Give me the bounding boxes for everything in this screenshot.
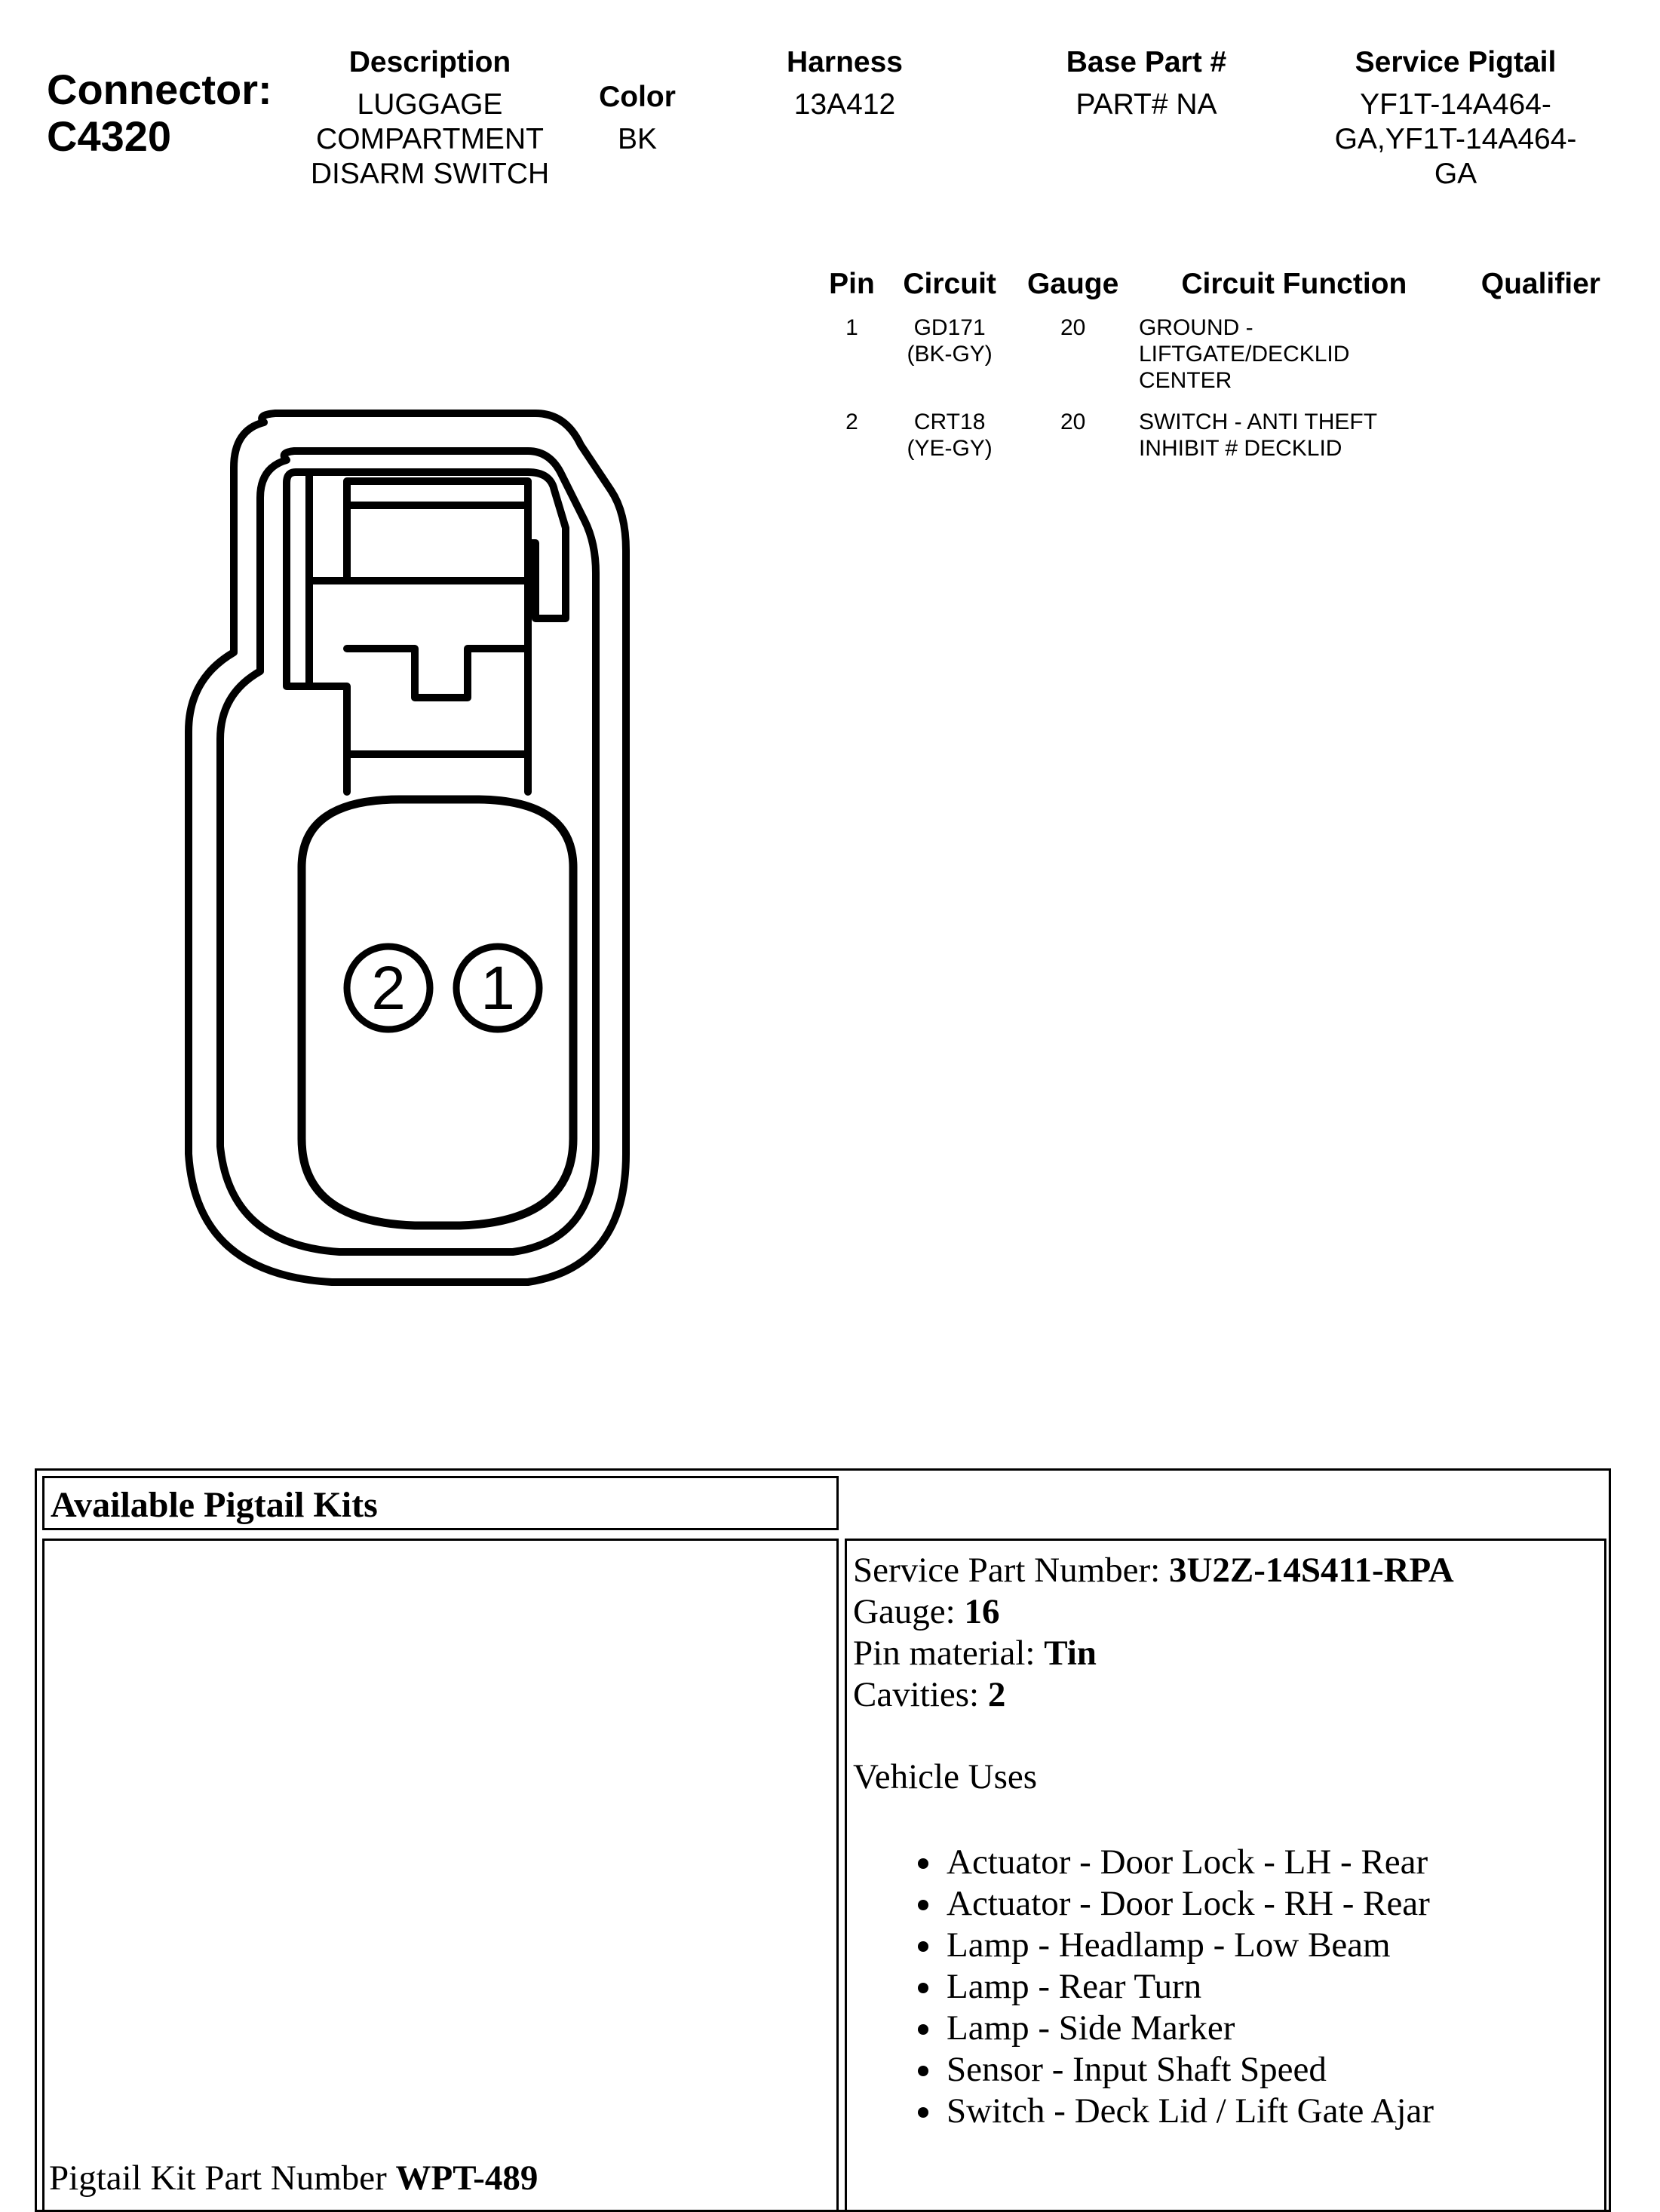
connector-outer-shell (189, 413, 626, 1282)
pin-table-header-row (822, 268, 1622, 314)
description-header: Description (348, 46, 511, 78)
gauge-value: 16 (964, 1592, 1000, 1631)
connector-number: C4320 (47, 112, 172, 160)
circuit-header: Circuit (903, 268, 996, 300)
pigtail-details-cell (845, 1539, 1606, 2212)
base-part-value: PART# NA (1075, 88, 1217, 121)
pin-material-line (853, 1633, 1454, 1674)
pin-material-value: Tin (1044, 1634, 1097, 1673)
gauge-label: Gauge: (853, 1592, 965, 1631)
service-pigtail-value: YF1T-14A464- GA,YF1T-14A464- GA (1334, 88, 1577, 190)
description-column (279, 45, 581, 192)
vehicle-uses-title: Vehicle Uses (853, 1757, 1038, 1796)
list-item: • Lamp - Side Marker (944, 2008, 1454, 2049)
gauge-header: Gauge (1026, 268, 1119, 300)
service-part-label: Service Part Number: (853, 1551, 1169, 1590)
circuit-function-value: GROUND - LIFTGATE/DECKLID CENTER (1138, 315, 1350, 393)
circuit-value: GD171 (BK-GY) (907, 315, 993, 367)
service-part-value: 3U2Z-14S411-RPA (1168, 1551, 1454, 1590)
pin-header: Pin (829, 268, 875, 300)
table-row (822, 314, 1622, 409)
qualifier-header: Qualifier (1480, 268, 1600, 300)
list-item: • Lamp - Rear Turn (944, 1966, 1454, 2008)
service-pigtail-header: Service Pigtail (1355, 46, 1557, 78)
connector-notch (347, 649, 528, 698)
connector-tab-frame (309, 481, 528, 754)
service-part-line (853, 1550, 1454, 1591)
cavity-1-label: 1 (480, 954, 515, 1023)
connector-face-diagram (173, 400, 656, 1327)
list-item: • Actuator - Door Lock - RH - Rear (944, 1883, 1454, 1925)
harness-value: 13A412 (793, 88, 896, 121)
list-item: • Sensor - Input Shaft Speed (944, 2049, 1454, 2091)
list-item: • Actuator - Door Lock - LH - Rear (944, 1842, 1454, 1883)
connector-inner-outline (220, 451, 596, 1252)
color-column (581, 80, 694, 157)
connector-id (47, 66, 272, 160)
circuit-value: CRT18 (YE-GY) (907, 410, 993, 461)
pin-number: 2 (845, 410, 858, 434)
list-item: • Switch - Deck Lid / Lift Gate Ajar (944, 2091, 1454, 2132)
kit-part-value: WPT-489 (395, 2158, 539, 2198)
cavity-2-label: 2 (371, 954, 406, 1023)
harness-column (762, 45, 928, 122)
vehicle-uses-list (850, 1842, 1454, 2132)
service-pigtail-column (1282, 45, 1629, 192)
pigtail-kit-part-number (49, 2158, 538, 2198)
cavities-value: 2 (987, 1675, 1006, 1714)
pin-number: 1 (845, 315, 858, 340)
cavities-label: Cavities: (853, 1675, 988, 1714)
circuit-function-header: Circuit Function (1181, 268, 1407, 300)
gauge-value: 20 (1060, 315, 1086, 340)
qualifier-value (1460, 314, 1622, 409)
pigtail-title-cell (42, 1476, 839, 1530)
cavities-line (853, 1674, 1454, 1716)
color-header: Color (599, 81, 676, 113)
gauge-line (853, 1591, 1454, 1633)
list-item: • Lamp - Headlamp - Low Beam (944, 1925, 1454, 1966)
connector-label: Connector: (47, 66, 272, 113)
pigtail-kits-title: Available Pigtail Kits (51, 1485, 378, 1525)
table-row (822, 409, 1622, 477)
pin-table (822, 268, 1622, 477)
color-value: BK (617, 123, 658, 155)
gauge-value: 20 (1060, 410, 1086, 434)
pin-material-label: Pin material: (853, 1634, 1045, 1673)
base-part-header: Base Part # (1066, 46, 1227, 78)
kit-part-label: Pigtail Kit Part Number (49, 2158, 396, 2198)
description-value: LUGGAGE COMPARTMENT DISARM SWITCH (310, 88, 550, 190)
pigtail-header-empty-cell (840, 1476, 1606, 1530)
circuit-function-value: SWITCH - ANTI THEFT INHIBIT # DECKLID (1138, 410, 1378, 461)
base-part-column (1041, 45, 1252, 122)
qualifier-value (1460, 409, 1622, 477)
harness-header: Harness (787, 46, 903, 78)
pigtail-image-cell (42, 1539, 839, 2212)
